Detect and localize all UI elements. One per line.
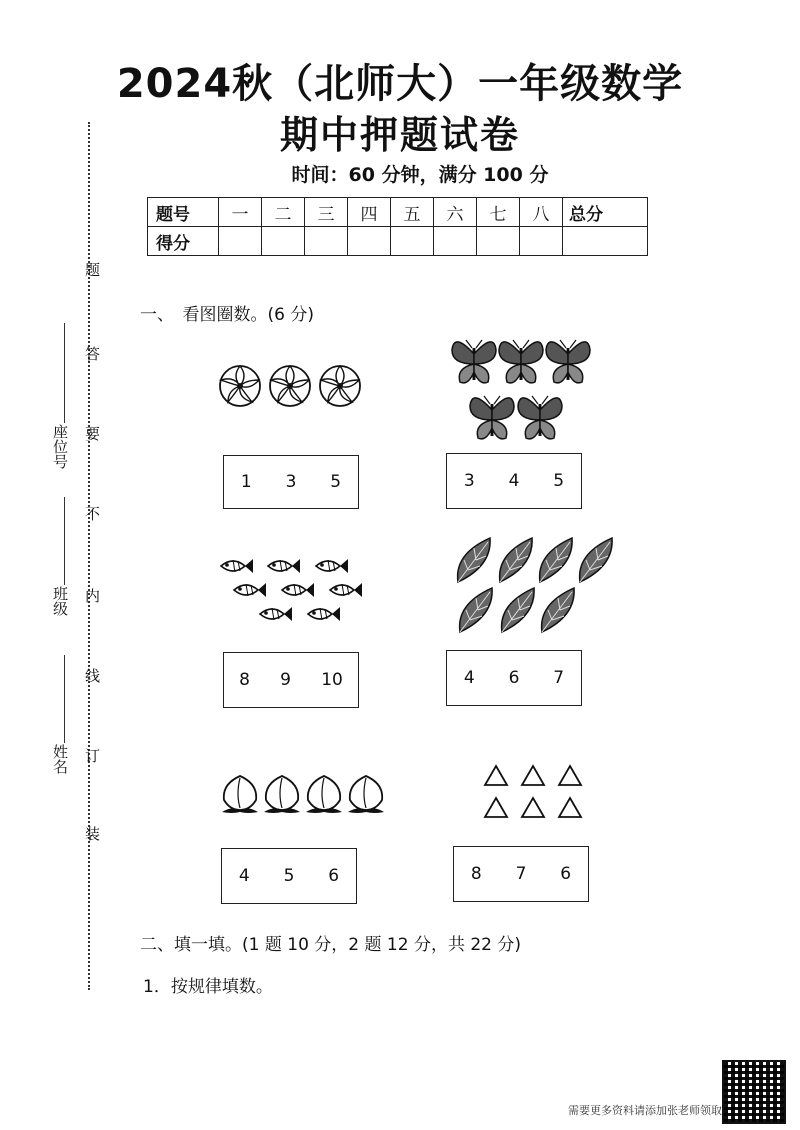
section1-heading: 一、 看图圈数。(6 分) xyxy=(140,305,314,325)
butterfly-icon xyxy=(470,396,514,439)
table-row xyxy=(148,198,648,227)
table-row xyxy=(148,227,648,256)
choice-number[interactable]: 4 xyxy=(238,866,250,886)
class-blank-line[interactable] xyxy=(64,497,65,585)
binding-dotted-line xyxy=(88,122,90,990)
leaf-picture xyxy=(452,532,622,636)
butterfly-icon xyxy=(518,396,562,439)
fish-picture xyxy=(210,552,370,632)
triangle-icon xyxy=(485,766,507,785)
col-header: 六 xyxy=(434,198,477,227)
leaf-icon xyxy=(500,538,533,582)
choice-number[interactable]: 3 xyxy=(463,471,475,491)
question-1: 1．按规律填数。 xyxy=(143,977,273,997)
notice-char: 线 xyxy=(83,668,101,683)
choice-number[interactable]: 6 xyxy=(560,864,572,884)
flower-icon xyxy=(320,366,360,406)
choice-box xyxy=(223,455,359,509)
leaf-icon xyxy=(580,538,613,582)
total-header: 总分 xyxy=(563,198,648,227)
triangle-icon xyxy=(485,798,507,817)
notice-char: 题 xyxy=(83,262,101,277)
notice-char: 装 xyxy=(83,826,101,841)
score-cell[interactable] xyxy=(262,227,305,256)
score-cell[interactable] xyxy=(563,227,648,256)
butterfly-icon xyxy=(452,340,496,383)
choice-number[interactable]: 5 xyxy=(330,472,342,492)
choice-number[interactable]: 6 xyxy=(328,866,340,886)
peach-picture xyxy=(214,764,394,820)
butterfly-icon xyxy=(546,340,590,383)
choice-number[interactable]: 5 xyxy=(283,866,295,886)
butterfly-picture xyxy=(446,336,596,446)
choice-box xyxy=(221,848,357,904)
score-cell[interactable] xyxy=(520,227,563,256)
choice-number[interactable]: 4 xyxy=(463,668,475,688)
choice-number[interactable]: 8 xyxy=(470,864,482,884)
fish-icon xyxy=(308,607,340,621)
leaf-icon xyxy=(502,588,535,632)
triangle-icon xyxy=(522,798,544,817)
choice-box xyxy=(453,846,589,902)
col-header: 一 xyxy=(219,198,262,227)
col-header: 五 xyxy=(391,198,434,227)
peach-icon xyxy=(222,776,258,813)
choice-number[interactable]: 1 xyxy=(240,472,252,492)
qr-code-icon xyxy=(722,1060,786,1124)
name-blank-line[interactable] xyxy=(64,655,65,743)
fish-icon xyxy=(316,559,348,573)
triangle-icon xyxy=(522,766,544,785)
fish-icon xyxy=(234,583,266,597)
choice-number[interactable]: 7 xyxy=(553,668,565,688)
seat-blank-line[interactable] xyxy=(64,323,65,423)
choice-box xyxy=(223,652,359,708)
promo-text: 需要更多资料请添加张老师领取 xyxy=(568,1104,722,1117)
score-cell[interactable] xyxy=(305,227,348,256)
time-info: 时间：60 分钟，满分 100 分 xyxy=(291,164,549,186)
score-cell[interactable] xyxy=(219,227,262,256)
choice-number[interactable]: 4 xyxy=(508,471,520,491)
fish-icon xyxy=(260,607,292,621)
leaf-icon xyxy=(458,538,491,582)
score-table xyxy=(147,197,648,256)
notice-char: 订 xyxy=(83,748,101,763)
row2-label: 得分 xyxy=(148,227,219,256)
section2-heading: 二、填一填。(1 题 10 分，2 题 12 分，共 22 分) xyxy=(140,935,522,955)
notice-char: 内 xyxy=(83,588,101,603)
flower-icon xyxy=(220,366,260,406)
peach-icon xyxy=(348,776,384,813)
leaf-icon xyxy=(460,588,493,632)
name-label: 姓名 xyxy=(51,744,69,774)
notice-char: 不 xyxy=(83,506,101,521)
choice-number[interactable]: 8 xyxy=(239,670,250,690)
choice-number[interactable]: 5 xyxy=(553,471,565,491)
peach-icon xyxy=(264,776,300,813)
notice-char: 答 xyxy=(83,346,101,361)
row1-label: 题号 xyxy=(148,198,219,227)
choice-number[interactable]: 10 xyxy=(321,670,343,690)
seat-label: 座位号 xyxy=(51,424,69,469)
col-header: 四 xyxy=(348,198,391,227)
choice-box xyxy=(446,650,582,706)
triangle-icon xyxy=(559,766,581,785)
col-header: 三 xyxy=(305,198,348,227)
fish-icon xyxy=(330,583,362,597)
choice-box xyxy=(446,453,582,509)
exam-subtitle: 期中押题试卷 xyxy=(279,113,520,157)
exam-title: 2024秋（北师大）一年级数学 xyxy=(116,61,684,107)
score-cell[interactable] xyxy=(348,227,391,256)
fish-icon xyxy=(282,583,314,597)
score-cell[interactable] xyxy=(434,227,477,256)
choice-number[interactable]: 7 xyxy=(515,864,527,884)
choice-number[interactable]: 3 xyxy=(285,472,297,492)
notice-char: 要 xyxy=(83,426,101,441)
class-label: 班级 xyxy=(51,586,69,616)
triangle-icon xyxy=(559,798,581,817)
col-header: 七 xyxy=(477,198,520,227)
fish-icon xyxy=(268,559,300,573)
peach-icon xyxy=(306,776,342,813)
score-cell[interactable] xyxy=(477,227,520,256)
triangle-picture xyxy=(478,762,588,822)
col-header: 八 xyxy=(520,198,563,227)
flower-icon xyxy=(270,366,310,406)
choice-number[interactable]: 9 xyxy=(280,670,291,690)
choice-number[interactable]: 6 xyxy=(508,668,520,688)
butterfly-icon xyxy=(499,340,543,383)
fish-icon xyxy=(221,559,253,573)
leaf-icon xyxy=(540,538,573,582)
col-header: 二 xyxy=(262,198,305,227)
score-cell[interactable] xyxy=(391,227,434,256)
flower-picture xyxy=(210,358,370,416)
leaf-icon xyxy=(542,588,575,632)
